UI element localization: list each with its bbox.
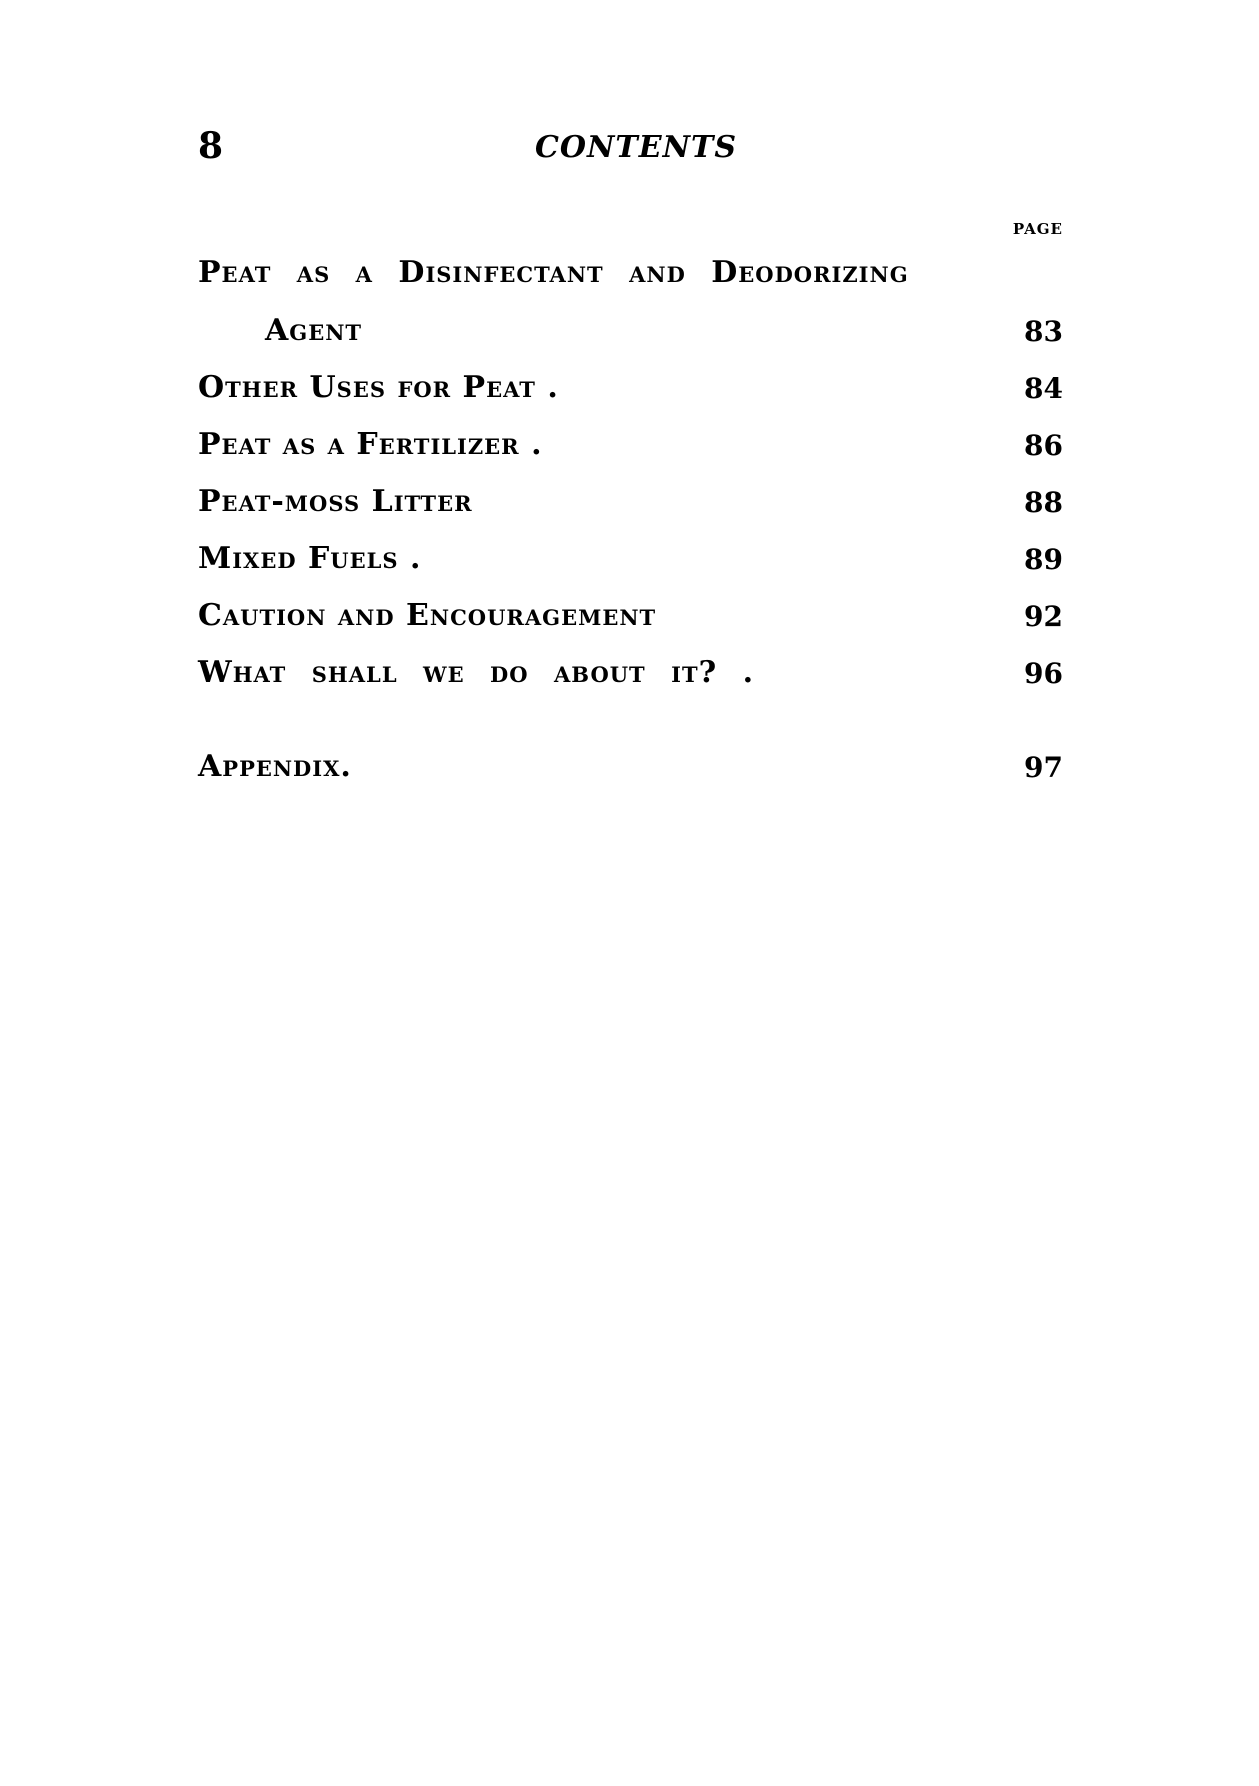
toc-entry-page: 89 [1024,543,1063,576]
toc-entry-title: Appendix. [198,749,352,784]
running-head: CONTENTS [535,130,738,165]
toc-entry-title: What shall we do about it? . [198,655,755,690]
toc-entry-title: Other Uses for Peat . [198,370,559,405]
toc-entry-page: 97 [1024,751,1063,784]
toc-entry-title: Peat as a Fertilizer . [198,427,543,462]
toc-entry-title: Caution and Encouragement [198,598,657,633]
toc-entry-page: 83 [1024,315,1063,348]
toc-entry-page: 84 [1024,372,1063,405]
page-number: 8 [198,125,224,167]
page-column-label: PAGE [1012,220,1063,238]
toc-entry-title-continued: Agent [265,313,363,348]
toc-entry-page: 92 [1024,600,1063,633]
toc-entry-title: Peat-moss Litter [198,484,473,519]
toc-entry-title: Peat as a Disinfectant and Deodorizing [198,255,909,290]
toc-entry-page: 96 [1024,657,1063,690]
toc-entry-title: Mixed Fuels . [198,541,422,576]
toc-entry-page: 86 [1024,429,1063,462]
toc-entry-page: 88 [1024,486,1063,519]
